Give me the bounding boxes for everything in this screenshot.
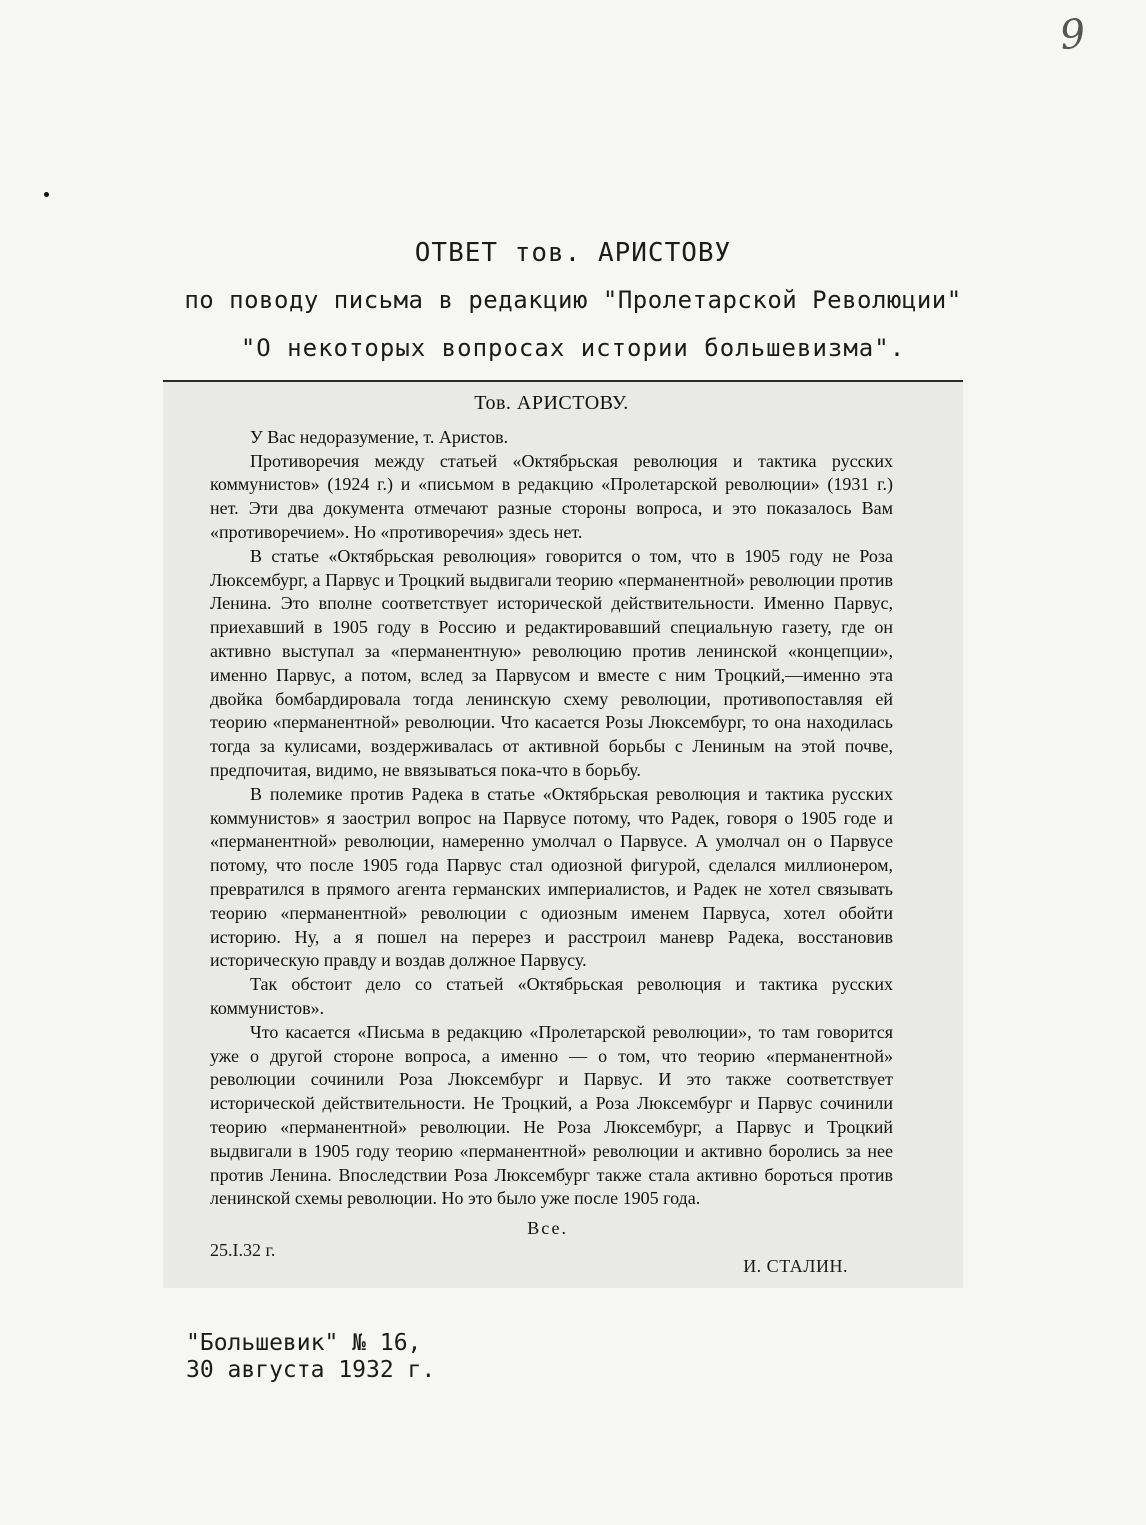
signature: И. СТАЛИН. — [743, 1256, 848, 1276]
closing-word: Все. — [527, 1218, 568, 1239]
paragraph: В статье «Октябрьская революция» говорится о том, что в 1905 году не Роза Люксембург, а Парвус и Троцкий выдвигали теорию «перманентной» революции против Ленина. Это вполне соответствует исторической действительности. Именно Парвус, приехавший в 1905 году в Россию и редактировавший специальную газету, где он активно выступал за «перманентную» революцию против ленинской «концепции», именно Парвус, а потом, вслед за Парвусом и вместе с ним Троцкий,—именно эта двойка бомбардировала тогда ленинскую схему революции, противопоставляя ей теорию «перманентной» революции. Что касается Розы Люксембург, то она находилась тогда за кулисами, воздерживалась от активной борьбы с Лениным на этой почве, предпочитая, видимо, не ввязываться пока-что в борьбу. — [210, 545, 893, 780]
source-line-1: "Большевик" № 16, — [186, 1330, 422, 1356]
paragraph: Противоречия между статьей «Октябрьская революция и тактика русских коммунистов» (1924 г.) и «письмом в редакцию «Пролетарской революции» (1931 г.) нет. Эти два документа отмечают разные стороны вопроса, и это показалось Вам «противоречием». Но «противоречия» здесь нет. — [210, 450, 893, 542]
source-citation — [186, 1330, 435, 1384]
ink-speck — [44, 192, 49, 197]
document-subtitle: по поводу письма в редакцию "Пролетарской Революции" — [184, 286, 962, 314]
source-line-2: 30 августа 1932 г. — [186, 1357, 436, 1383]
clipping-body — [210, 392, 893, 1241]
paragraph: У Вас недоразумение, т. Аристов. — [250, 426, 509, 447]
clipping-heading: Тов. АРИСТОВУ. — [474, 392, 629, 414]
document-subtitle-2: "О некоторых вопросах истории большевизма". — [240, 334, 906, 362]
paragraph: Что касается «Письма в редакцию «Пролетарской революции», то там говорится уже о другой стороне вопроса, а именно — о том, что теорию «перманентной» революции сочинили Роза Люксембург и Парвус. И это также соответствует исторической действительности. Не Троцкий, а Роза Люксембург и Парвус сочинили теорию «перманентной» революции. Не Роза Люксембург, а Парвус и Троцкий выдвигали в 1905 году теорию «перманентной» революции и активно боролись за нее против Ленина. Впоследствии Роза Люксембург также стала активно бороться против ленинской схемы революции. Но это было уже после 1905 года. — [210, 1021, 893, 1209]
paragraph: Так обстоит дело со статьей «Октябрьская революция и тактика русских коммунистов». — [210, 974, 893, 1018]
newspaper-clipping — [163, 380, 963, 1288]
letter-date: 25.I.32 г. — [210, 1240, 276, 1260]
paragraph: В полемике против Радека в статье «Октябрьская революция и тактика русских коммунистов» я заострил вопрос на Парвусе потому, что Радек, говоря о 1905 годе и «перманентной» революции, намеренно умолчал о Парвусе. А умолчал он о Парвусе потому, что после 1905 года Парвус стал одиозной фигурой, сделался миллионером, превратился в прямого агента германских империалистов, и Радек не хотел связывать теорию «перманентной» революции с одиозным именем Парвуса, хотел обойти историю. Ну, а я пошел на перерез и расстроил маневр Радека, восстановив историческую правду и воздав должное Парвусу. — [210, 783, 893, 971]
document-title: ОТВЕТ тов. АРИСТОВУ — [414, 238, 732, 268]
page-number: 9 — [1057, 10, 1088, 60]
